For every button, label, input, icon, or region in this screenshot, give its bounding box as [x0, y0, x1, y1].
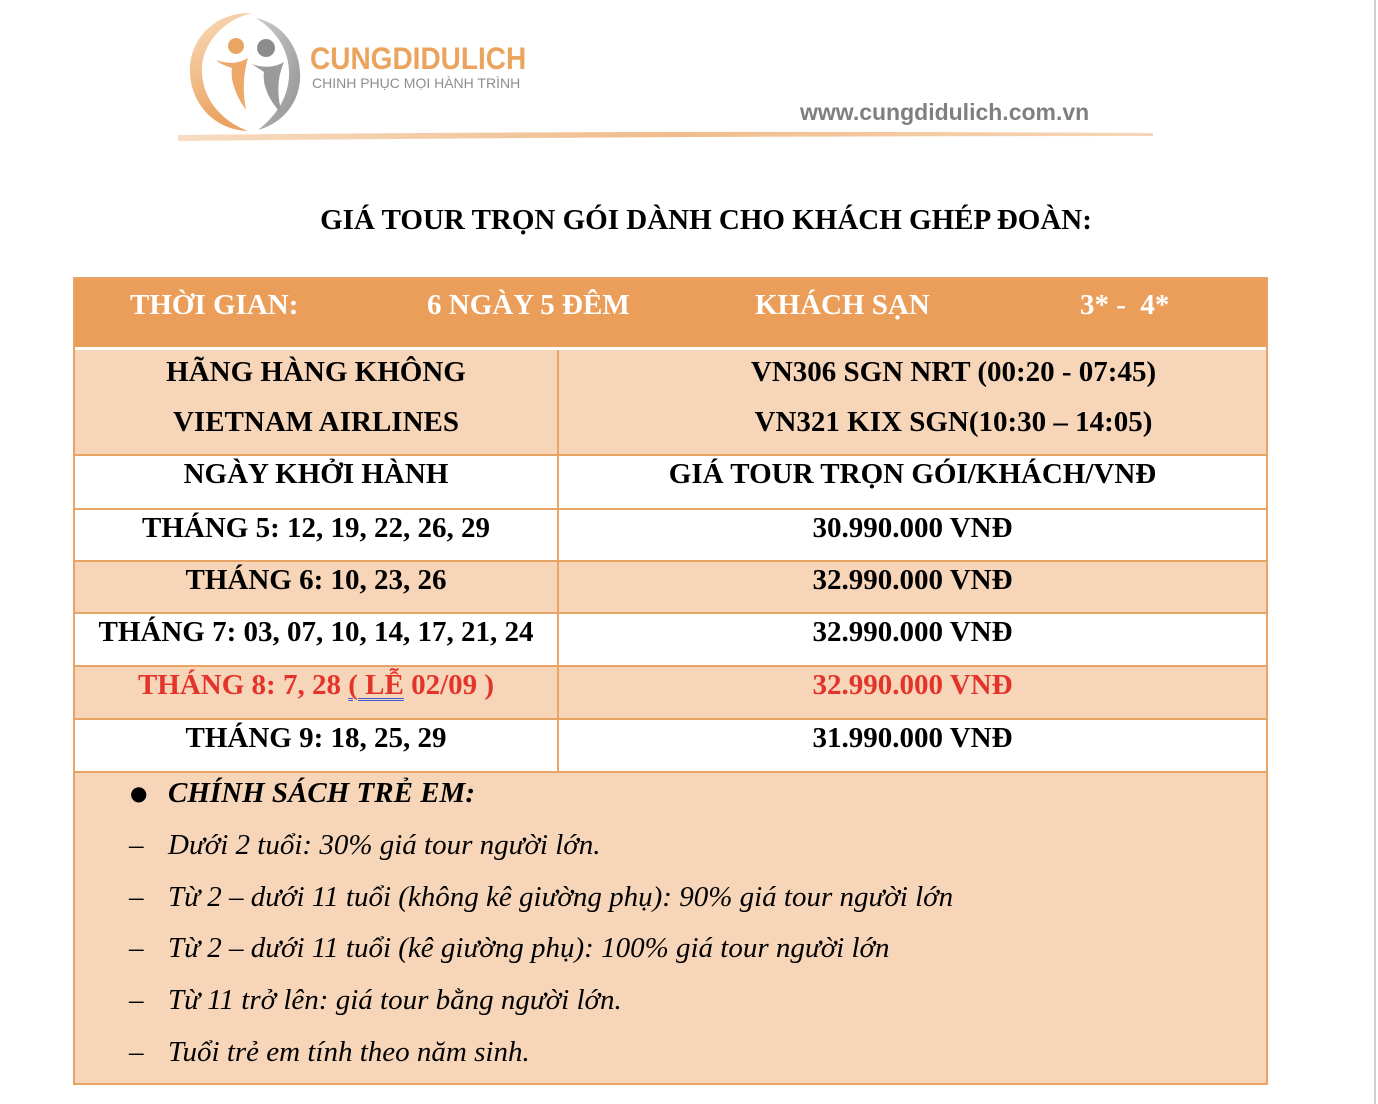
flight-schedule — [641, 347, 1266, 447]
list-item — [75, 983, 1266, 1035]
logo-figure-orange-body — [216, 58, 248, 110]
dash-marker: – — [129, 828, 144, 861]
dash-marker: – — [129, 1035, 144, 1068]
page-title: GIÁ TOUR TRỌN GÓI DÀNH CHO KHÁCH GHÉP ĐOÀN: — [320, 204, 1092, 236]
airline-row — [75, 350, 1266, 454]
duration-value: 6 NGÀY 5 ĐÊM — [427, 289, 630, 321]
child-policy-list — [75, 776, 1266, 1087]
list-item — [75, 828, 1266, 880]
logo-figure-gray-body — [252, 62, 284, 114]
list-item-text: Dưới 2 tuổi: 30% giá tour người lớn. — [168, 828, 601, 861]
tour-price: 32.990.000 VNĐ — [557, 667, 1266, 718]
departure-dates: THÁNG 6: 10, 23, 26 — [185, 564, 447, 596]
column-header-departure: NGÀY KHỞI HÀNH — [183, 458, 449, 490]
tour-price: 31.990.000 VNĐ — [557, 720, 1266, 771]
window-edge — [1374, 0, 1376, 1104]
table-header-row — [75, 454, 1266, 508]
dash-marker: – — [129, 984, 144, 1017]
list-item — [75, 1035, 1266, 1087]
brand-tagline: CHINH PHỤC MỌI HÀNH TRÌNH — [312, 75, 521, 91]
dash-marker: – — [129, 880, 144, 913]
departure-dates: THÁNG 9: 18, 25, 29 — [185, 722, 447, 754]
child-policy-row — [75, 771, 1266, 1083]
table-row — [75, 718, 1266, 771]
child-policy-heading-text: CHÍNH SÁCH TRẺ EM: — [168, 777, 475, 809]
child-policy-heading — [75, 776, 1266, 828]
letterhead-divider — [178, 128, 1153, 142]
airline-label-line: HÃNG HÀNG KHÔNG — [166, 356, 466, 388]
departure-dates-part: THÁNG 8: 7, 28 — [137, 669, 349, 701]
departure-dates: THÁNG 7: 03, 07, 10, 14, 17, 21, 24 — [98, 616, 534, 648]
flight-schedule-cell — [557, 350, 1266, 454]
departure-dates — [75, 667, 557, 718]
list-item-text: Từ 2 – dưới 11 tuổi (kê giường phụ): 100% giá tour người lớn — [168, 932, 890, 965]
list-item — [75, 931, 1266, 983]
departure-dates-part: 02/09 ) — [403, 669, 495, 701]
list-item — [75, 880, 1266, 932]
logo-figure-gray-head — [257, 39, 275, 57]
table-row — [75, 560, 1266, 612]
tour-price: 32.990.000 VNĐ — [557, 562, 1266, 612]
airline-label — [75, 347, 557, 447]
tour-summary-row — [75, 279, 1266, 350]
logo-figure-orange-head — [228, 38, 244, 54]
table-row — [75, 508, 1266, 560]
cungdidulich-logo-icon — [186, 10, 306, 134]
brand-name: CUNGDIDULICH — [310, 41, 527, 76]
bullet-icon: ● — [130, 781, 148, 805]
list-item-text: Từ 11 trở lên: giá tour bằng người lớn. — [168, 984, 622, 1017]
list-item-text: Từ 2 – dưới 11 tuổi (không kê giường phụ): 90% giá tour người lớn — [168, 880, 954, 913]
departure-dates: THÁNG 5: 12, 19, 22, 26, 29 — [142, 512, 490, 544]
website-url: www.cungdidulich.com.vn — [800, 99, 1090, 125]
list-item-text: Tuổi trẻ em tính theo năm sinh. — [168, 1035, 530, 1068]
tour-price: 32.990.000 VNĐ — [557, 614, 1266, 665]
airline-label-cell — [75, 350, 557, 454]
table-row-highlighted — [75, 665, 1266, 718]
flight-line: VN306 SGN NRT (00:20 - 07:45) — [750, 356, 1157, 388]
table-row — [75, 612, 1266, 665]
tour-price: 30.990.000 VNĐ — [557, 510, 1266, 560]
tour-price-table — [73, 277, 1268, 1085]
duration-label: THỜI GIAN: — [130, 289, 299, 321]
divider-stroke — [178, 132, 1153, 141]
hotel-label: KHÁCH SẠN — [755, 289, 930, 321]
airline-label-line: VIETNAM AIRLINES — [172, 406, 460, 438]
flight-line: VN321 KIX SGN(10:30 – 14:05) — [754, 406, 1153, 438]
spellcheck-flagged-text: ( LỄ — [348, 669, 404, 701]
dash-marker: – — [129, 932, 144, 965]
column-header-price: GIÁ TOUR TRỌN GÓI/KHÁCH/VNĐ — [557, 456, 1266, 508]
hotel-rating: 3* - 4* — [1080, 289, 1170, 321]
